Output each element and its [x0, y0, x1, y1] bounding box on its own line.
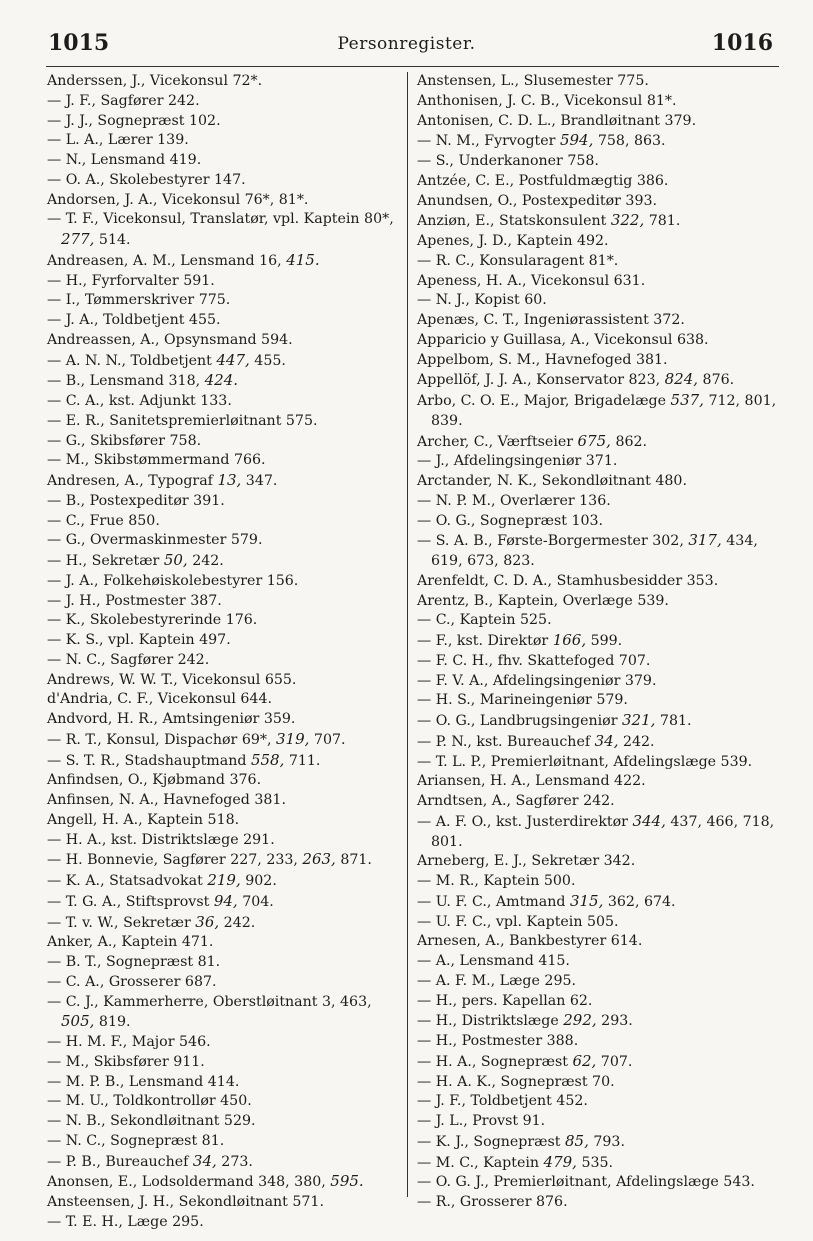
italic-page-ref: 424.	[204, 371, 239, 390]
italic-page-ref: 36,	[195, 912, 220, 931]
italic-page-ref: 321,	[622, 711, 656, 729]
italic-page-ref: 505,	[61, 1012, 95, 1031]
register-entry: — C. A., kst. Adjunkt 133.	[47, 393, 232, 409]
register-entry: — C., Frue 850.	[47, 512, 160, 529]
register-entry: — P. B., Bureauchef 34, 273.	[47, 1151, 253, 1170]
register-entry: — K. J., Sognepræst 85, 793.	[417, 1131, 625, 1150]
register-entry: — H., Postmester 388.	[417, 1033, 579, 1049]
register-entry: — S., Underkanoner 758.	[417, 153, 599, 169]
register-entry: — E. R., Sanitetspremierløitnant 575.	[47, 412, 318, 429]
register-entry: — J. F., Sagfører 242.	[47, 92, 200, 109]
register-entry: — N., Lensmand 419.	[47, 152, 202, 168]
register-entry: Andorsen, J. A., Vicekonsul 76*, 81*.	[47, 191, 309, 208]
italic-page-ref: 479,	[543, 1152, 577, 1171]
register-entry: Arndtsen, A., Sagfører 242.	[417, 793, 615, 809]
register-entry: — G., Skibsfører 758.	[47, 432, 202, 449]
page-header	[40, 30, 773, 64]
register-entry: — H. A. K., Sognepræst 70.	[417, 1073, 615, 1090]
italic-page-ref: 317,	[688, 531, 722, 550]
page-number-right: 1016	[711, 30, 773, 56]
register-entry: — F. V. A., Afdelingsingeniør 379.	[417, 672, 657, 689]
italic-page-ref: 34,	[192, 1151, 217, 1170]
italic-page-ref: 292,	[563, 1011, 597, 1030]
italic-page-ref: 166,	[552, 631, 587, 649]
register-entry: — B., Lensmand 318, 424.	[47, 371, 239, 390]
register-entry: — T. F., Vicekonsul, Translatør, vpl. Kaptein 80*, 277, 514.	[47, 211, 394, 248]
register-entry: — M. C., Kaptein 479, 535.	[417, 1152, 614, 1171]
register-entry: Appelbom, S. M., Havnefoged 381.	[417, 351, 668, 368]
register-entry: — J. H., Postmester 387.	[47, 592, 222, 609]
register-entry: Antzée, C. E., Postfuldmægtig 386.	[417, 172, 669, 189]
italic-page-ref: 824,	[664, 370, 699, 389]
register-entry: — F. C. H., fhv. Skattefoged 707.	[417, 652, 651, 669]
register-entry: — M. R., Kaptein 500.	[417, 873, 576, 889]
italic-page-ref: 558,	[250, 750, 285, 769]
register-entry: — O. A., Skolebestyrer 147.	[47, 171, 246, 188]
register-entry: — J. A., Toldbetjent 455.	[47, 312, 221, 328]
register-entry: — M. U., Toldkontrollør 450.	[47, 1093, 252, 1110]
register-entry: — H., Fyrforvalter 591.	[47, 272, 215, 289]
register-entry: — J. F., Toldbetjent 452.	[417, 1093, 588, 1110]
register-entry: Arenfeldt, C. D. A., Stamhusbesidder 353.	[417, 572, 719, 589]
register-entry: — G., Overmaskinmester 579.	[47, 532, 263, 549]
italic-page-ref: 85,	[565, 1131, 589, 1150]
register-entry: — U. F. C., Amtmand 315, 362, 674.	[417, 891, 676, 910]
register-entry: — R. T., Konsul, Dispachør 69*, 319, 707.	[47, 729, 346, 748]
register-entry: — A. F. O., kst. Justerdirektør 344, 437, 466, 718, 801.	[417, 811, 775, 850]
italic-page-ref: 319,	[276, 729, 310, 748]
register-entry: — C., Kaptein 525.	[417, 612, 552, 629]
register-entry: Anfindsen, O., Kjøbmand 376.	[47, 772, 262, 789]
register-entry: — H., Sekretær 50, 242.	[47, 551, 224, 569]
register-entry: Andvord, H. R., Amtsingeniør 359.	[47, 711, 296, 727]
italic-page-ref: 263,	[302, 850, 336, 869]
italic-page-ref: 277,	[61, 230, 95, 248]
register-entry: — H. A., Sognepræst 62, 707.	[417, 1051, 633, 1070]
register-entry: — N. M., Fyrvogter 594, 758, 863.	[417, 131, 666, 150]
register-entry: — H., Distriktslæge 292, 293.	[417, 1011, 633, 1030]
italic-page-ref: 315,	[569, 891, 604, 910]
header-rule	[46, 66, 779, 67]
register-entry: — N. B., Sekondløitnant 529.	[47, 1113, 256, 1129]
register-entry: Apparicio y Guillasa, A., Vicekonsul 638.	[417, 331, 709, 348]
register-entry: — S. T. R., Stadshauptmand 558, 711.	[47, 750, 321, 769]
register-entry: — H. Bonnevie, Sagfører 227, 233, 263, 871.	[47, 850, 372, 869]
register-entry: — B. T., Sognepræst 81.	[47, 954, 221, 970]
register-entry: — A., Lensmand 415.	[417, 953, 570, 969]
register-entry: — S. A. B., Første-Borgermester 302, 317, 434, 619, 673, 823.	[417, 531, 758, 569]
register-entry: — K. S., vpl. Kaptein 497.	[47, 632, 231, 648]
register-entry: Andreasen, A. M., Lensmand 16, 415.	[47, 250, 320, 269]
register-entry: Anundsen, O., Postexpeditør 393.	[417, 192, 658, 209]
register-entry: Andreassen, A., Opsynsmand 594.	[47, 331, 293, 348]
register-entry: — N. C., Sognepræst 81.	[47, 1132, 225, 1149]
register-entry: Appellöf, J. J. A., Konservator 823, 824, 876.	[417, 370, 735, 389]
register-entry: Andrews, W. W. T., Vicekonsul 655.	[47, 671, 297, 688]
column-divider	[407, 72, 408, 1197]
register-entry: Archer, C., Værftseier 675, 862.	[417, 431, 648, 450]
register-entry: Anker, A., Kaptein 471.	[47, 934, 214, 951]
register-entry: — R. C., Konsularagent 81*.	[417, 252, 619, 269]
page-title: Personregister.	[337, 34, 476, 54]
register-entry: — C. J., Kammerherre, Oberstløitnant 3, 463, 505, 819.	[47, 993, 372, 1031]
italic-page-ref: 447,	[216, 350, 250, 369]
register-entry: — A. N. N., Toldbetjent 447, 455.	[47, 350, 286, 369]
register-entry: Ansteensen, J. H., Sekondløitnant 571.	[47, 1194, 324, 1210]
italic-page-ref: 537,	[670, 391, 704, 409]
register-entry: — O. G., Sognepræst 103.	[417, 512, 604, 529]
register-entry: — H. S., Marineingeniør 579.	[417, 692, 628, 709]
register-entry: — U. F. C., vpl. Kaptein 505.	[417, 913, 619, 930]
register-entry: — T. L. P., Premierløitnant, Afdelingslæge 539.	[417, 753, 753, 770]
italic-page-ref: 34,	[594, 731, 619, 750]
register-entry: Anfinsen, N. A., Havnefoged 381.	[47, 792, 286, 808]
register-entry: — J. J., Sognepræst 102.	[47, 112, 221, 129]
right-column	[417, 72, 783, 1213]
italic-page-ref: 344,	[632, 811, 666, 830]
register-entry: — R., Grosserer 876.	[417, 1194, 568, 1210]
register-entry: Arneberg, E. J., Sekretær 342.	[417, 853, 636, 870]
register-entry: Ariansen, H. A., Lensmand 422.	[417, 773, 646, 790]
register-entry: — J. L., Provst 91.	[417, 1113, 546, 1129]
register-entry: — B., Postexpeditør 391.	[47, 492, 225, 509]
register-entry: — M., Skibsfører 911.	[47, 1053, 205, 1070]
register-entry: — T. G. A., Stiftsprovst 94, 704.	[47, 891, 274, 910]
register-entry: — H. A., kst. Distriktslæge 291.	[47, 831, 275, 848]
register-entry: — H. M. F., Major 546.	[47, 1034, 211, 1050]
register-entry: — L. A., Lærer 139.	[47, 132, 189, 149]
register-entry: — C. A., Grosserer 687.	[47, 973, 217, 990]
italic-page-ref: 594,	[559, 131, 594, 150]
register-entry: Anderssen, J., Vicekonsul 72*.	[47, 73, 263, 89]
page-number-left: 1015	[48, 30, 110, 56]
register-entry: — M., Skibstømmermand 766.	[47, 452, 266, 469]
register-entry: Apenæs, C. T., Ingeniørassistent 372.	[417, 312, 685, 328]
italic-page-ref: 62,	[572, 1051, 597, 1070]
register-entry: d'Andria, C. F., Vicekonsul 644.	[47, 691, 272, 708]
register-entry: Anthonisen, J. C. B., Vicekonsul 81*.	[417, 92, 677, 109]
register-entry: Angell, H. A., Kaptein 518.	[47, 811, 240, 828]
register-entry: Anziøn, E., Statskonsulent 322, 781.	[417, 211, 681, 230]
left-column	[47, 72, 405, 1233]
register-entry: Apenes, J. D., Kaptein 492.	[417, 233, 609, 249]
register-entry: Andresen, A., Typograf 13, 347.	[47, 471, 278, 489]
register-entry: — N. C., Sagfører 242.	[47, 651, 210, 668]
register-entry: — J. A., Folkehøiskolebestyrer 156.	[47, 572, 299, 589]
italic-page-ref: 322,	[610, 211, 645, 230]
italic-page-ref: 13,	[217, 471, 242, 489]
register-entry: — N. P. M., Overlærer 136.	[417, 492, 611, 509]
italic-page-ref: 219,	[207, 871, 241, 889]
italic-page-ref: 675,	[577, 431, 611, 450]
register-entry: — K. A., Statsadvokat 219, 902.	[47, 871, 277, 889]
register-entry: — F., kst. Direktør 166, 599.	[417, 631, 623, 649]
register-entry: Anstensen, L., Slusemester 775.	[417, 73, 649, 89]
italic-page-ref: 94,	[213, 891, 238, 910]
register-entry: Arbo, C. O. E., Major, Brigadelæge 537, 712, 801, 839.	[417, 391, 777, 429]
register-entry: Anonsen, E., Lodsoldermand 348, 380, 595.	[47, 1172, 364, 1191]
register-entry: Apeness, H. A., Vicekonsul 631.	[417, 272, 646, 289]
register-entry: — H., pers. Kapellan 62.	[417, 992, 593, 1009]
register-entry: — K., Skolebestyrerinde 176.	[47, 612, 258, 629]
register-entry: Antonisen, C. D. L., Brandløitnant 379.	[417, 112, 697, 129]
register-entry: Arctander, N. K., Sekondløitnant 480.	[417, 473, 687, 489]
register-entry: Arentz, B., Kaptein, Overlæge 539.	[417, 592, 669, 609]
italic-page-ref: 415.	[286, 250, 320, 269]
register-entry: — O. G. J., Premierløitnant, Afdelingslæge 543.	[417, 1174, 755, 1191]
register-entry: — M. P. B., Lensmand 414.	[47, 1073, 240, 1090]
italic-page-ref: 50,	[163, 551, 188, 569]
register-entry: — O. G., Landbrugsingeniør 321, 781.	[417, 711, 692, 729]
register-entry: — I., Tømmerskriver 775.	[47, 292, 231, 309]
register-entry: — T. v. W., Sekretær 36, 242.	[47, 912, 256, 931]
register-entry: — P. N., kst. Bureauchef 34, 242.	[417, 731, 655, 750]
register-entry: — J., Afdelingsingeniør 371.	[417, 453, 618, 470]
register-entry: — A. F. M., Læge 295.	[417, 972, 577, 989]
register-entry: Arnesen, A., Bankbestyrer 614.	[417, 933, 643, 950]
italic-page-ref: 595.	[330, 1172, 364, 1191]
register-entry: — T. E. H., Læge 295.	[47, 1213, 204, 1230]
register-entry: — N. J., Kopist 60.	[417, 292, 547, 309]
